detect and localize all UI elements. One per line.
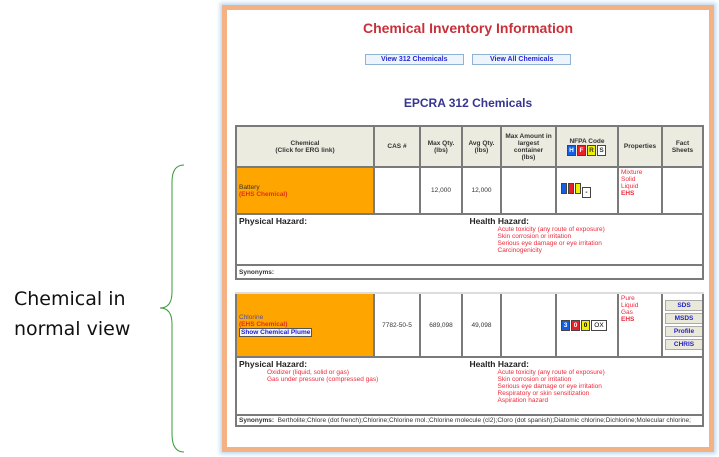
- chemical-cell[interactable]: [236, 167, 374, 214]
- chemical-name-link[interactable]: Battery: [239, 183, 260, 191]
- browser-page: [222, 5, 714, 452]
- nfpa-reactivity-icon: 0: [581, 320, 590, 331]
- header-cas: CAS #: [374, 126, 420, 167]
- table-row: [236, 293, 703, 357]
- header-largest-container: Max Amount in largest container (lbs): [501, 126, 556, 167]
- page-title: Chemical Inventory Information: [362, 20, 574, 36]
- annotation-line: normal view: [14, 318, 131, 340]
- nfpa-special-icon: -: [582, 187, 591, 198]
- header-max-qty: Max Qty. (lbs): [420, 126, 462, 167]
- fact-sheets-cell: [662, 167, 703, 214]
- header-nfpa: NFPA Code H F R S: [556, 126, 618, 167]
- cas-cell: 7782-50-5: [374, 293, 420, 357]
- annotation-line: Chemical in: [14, 288, 126, 310]
- table-row: [236, 167, 703, 214]
- view-all-chemicals-button[interactable]: View All Chemicals: [472, 54, 571, 65]
- synonyms-row: Synonyms: Bertholite;Chlore (dot french);Chlorine;Chlorine mol.;Chlorine molecule (cl2);Cloro (dot spanish);Diatomic chlorine;Dichlorine;Molecular chlorine;: [236, 415, 703, 426]
- curly-brace-icon: [150, 162, 190, 457]
- header-avg-qty: Avg Qty. (lbs): [462, 126, 501, 167]
- health-hazard: Health Hazard: Acute toxicity (any route of exposure) Skin corrosion or irritation Serious eye damage or eye irritation Respiratory or skin sensitization Aspiration hazard: [469, 359, 605, 404]
- nfpa-special-icon: S: [597, 145, 606, 156]
- cas-cell: [374, 167, 420, 214]
- properties-cell: Mixture Solid Liquid EHS: [618, 167, 662, 214]
- view-312-chemicals-button[interactable]: View 312 Chemicals: [365, 54, 464, 65]
- properties-cell: Pure Liquid Gas EHS: [618, 293, 662, 357]
- nfpa-reactivity-icon: R: [587, 145, 596, 156]
- physical-hazard: Physical Hazard:: [239, 216, 308, 226]
- nfpa-special-icon: OX: [591, 320, 607, 331]
- hazard-row: [236, 357, 703, 415]
- show-chemical-plume-button[interactable]: Show Chemical Plume: [241, 328, 311, 336]
- nfpa-fire-icon: [568, 183, 574, 194]
- fact-sheets-cell: [662, 293, 703, 357]
- max-qty-cell: 12,000: [420, 167, 462, 214]
- largest-cell: [501, 167, 556, 214]
- health-hazard: Health Hazard: Acute toxicity (any route of exposure) Skin corrosion or irritation Serious eye damage or eye irritation Carcinogenicity: [469, 216, 605, 254]
- nfpa-cell: [556, 293, 618, 357]
- chemical-name-link[interactable]: Chlorine: [239, 313, 264, 321]
- hazard-row: [236, 214, 703, 265]
- ehs-tag: (EHS Chemical): [239, 190, 288, 198]
- header-fact-sheets: Fact Sheets: [662, 126, 703, 167]
- annotation-label: [14, 284, 130, 344]
- nfpa-health-icon: [561, 183, 567, 194]
- table-header-row: [236, 126, 703, 167]
- header-chemical: Chemical (Click for ERG link): [236, 126, 374, 167]
- header-properties: Properties: [618, 126, 662, 167]
- msds-button[interactable]: MSDS: [665, 313, 703, 324]
- spacer-row: [236, 279, 703, 293]
- nfpa-fire-icon: 0: [571, 320, 580, 331]
- nfpa-health-icon: H: [567, 145, 576, 156]
- sds-button[interactable]: SDS: [665, 300, 703, 311]
- max-qty-cell: 689,098: [420, 293, 462, 357]
- ehs-tag: (EHS Chemical): [239, 320, 288, 328]
- chris-button[interactable]: CHRIS: [665, 339, 703, 350]
- nfpa-reactivity-icon: [575, 183, 581, 194]
- profile-button[interactable]: Profile: [665, 326, 703, 337]
- nfpa-cell: [556, 167, 618, 214]
- section-title: EPCRA 312 Chemicals: [403, 96, 533, 110]
- nfpa-fire-icon: F: [577, 145, 586, 156]
- chemical-cell[interactable]: [236, 293, 374, 357]
- avg-qty-cell: 12,000: [462, 167, 501, 214]
- synonyms-row: Synonyms:: [236, 265, 703, 279]
- physical-hazard: Physical Hazard: Oxidizer (liquid, solid or gas) Gas under pressure (compressed gas): [239, 359, 379, 383]
- largest-cell: [501, 293, 556, 357]
- chemical-table: [235, 125, 704, 427]
- nfpa-health-icon: 3: [561, 320, 570, 331]
- avg-qty-cell: 49,098: [462, 293, 501, 357]
